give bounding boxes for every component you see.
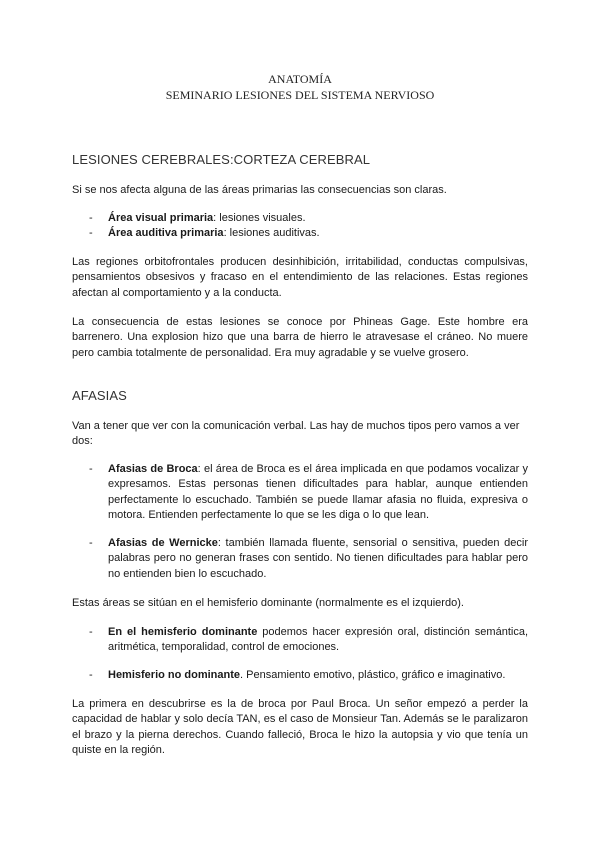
- list-item: [72, 462, 528, 524]
- bullet-text: . Pensamiento emotivo, plástico, gráfico e imaginativo.: [240, 669, 506, 681]
- hemisferio-no-dominante-list: [72, 668, 528, 683]
- section1-intro: Si se nos afecta alguna de las áreas primarias las consecuencias son claras.: [72, 184, 447, 196]
- bullet-dash: -: [89, 227, 93, 240]
- bullet-term: En el hemisferio dominante: [108, 626, 258, 638]
- bullet-dash: -: [89, 463, 93, 475]
- list-item: [72, 536, 528, 582]
- bullet-dash: -: [89, 626, 93, 638]
- section-heading-corteza: LESIONES CEREBRALES:CORTEZA CEREBRAL: [72, 152, 371, 167]
- bullet-dash: -: [89, 669, 93, 681]
- list-item: [72, 211, 528, 226]
- section2-intro: Van a tener que ver con la comunicación verbal. Las hay de muchos tipos pero vamos a ver dos:: [72, 420, 520, 448]
- bullet-text: : también llamada fluente, sensorial o sensitiva, pueden decir palabras pero no generan frases con sentido. No tienen dificultades para hablar pero no entienden bien lo escuchado.: [108, 537, 528, 580]
- bullet-term: Afasias de Wernicke: [108, 537, 218, 549]
- bullet-term: Hemisferio no dominante: [108, 669, 241, 681]
- list-item: [72, 625, 528, 656]
- section2-hemisferio-intro: Estas áreas se sitúan en el hemisferio dominante (normalmente es el izquierdo).: [72, 597, 464, 609]
- section2-wernicke-list: [72, 536, 528, 582]
- document-subtitle: SEMINARIO LESIONES DEL SISTEMA NERVIOSO: [165, 88, 435, 102]
- bullet-term: Afasias de Broca: [108, 463, 198, 475]
- section1-paragraph-orbitofrontal: Las regiones orbitofrontales producen desinhibición, irritabilidad, conductas compulsivas, pensamientos obsesivos y fracaso en el entendimiento de las relaciones. Estas regiones afectan al comportamiento y a la conducta.: [72, 256, 528, 299]
- bullet-term: Área auditiva primaria: [108, 227, 224, 240]
- list-item: [72, 226, 528, 241]
- bullet-dash: -: [89, 212, 93, 224]
- section-heading-afasias: AFASIAS: [72, 388, 127, 403]
- hemisferio-dominante-list: [72, 625, 528, 656]
- section2-afasias-list: [72, 462, 528, 524]
- bullet-text: : el área de Broca es el área implicada en que podamos vocalizar y expresamos. Estas personas tienen dificultades para hablar, aunque entienden perfectamente lo escuchado. También se puede llamar afasia no fluida, expresiva o motora. Entienden perfectamente lo que se les diga o lo que lean.: [108, 463, 528, 522]
- list-item: [72, 668, 528, 683]
- section1-paragraph-phineas-gage: La consecuencia de estas lesiones se conoce por Phineas Gage. Este hombre era barrenero. Una explosion hizo que una barra de hierro le atravesase el cráneo. No muere pero cambia totalmente de personalidad. Era muy agradable y se vuelve grosero.: [72, 316, 528, 359]
- document-title-block: [0, 71, 600, 103]
- bullet-text: : lesiones visuales.: [213, 212, 306, 224]
- bullet-text: podemos hacer expresión oral, distinción semántica, aritmética, temporalidad, control de emociones.: [108, 626, 528, 654]
- section1-bullet-list: [72, 211, 528, 242]
- document-title: ANATOMÍA: [268, 72, 332, 86]
- section2-closing-paragraph: La primera en descubrirse es la de broca por Paul Broca. Un señor empezó a perder la capacidad de hablar y solo decía TAN, es el caso de Monsieur Tan. Además se le paralizaron el brazo y la pierna derechos. Cuando falleció, Broca le hizo la autopsia y vio que tenía un quiste en la región.: [72, 698, 528, 757]
- bullet-text: : lesiones auditivas.: [223, 227, 320, 240]
- bullet-term: Área visual primaria: [108, 212, 214, 224]
- bullet-dash: -: [89, 537, 93, 549]
